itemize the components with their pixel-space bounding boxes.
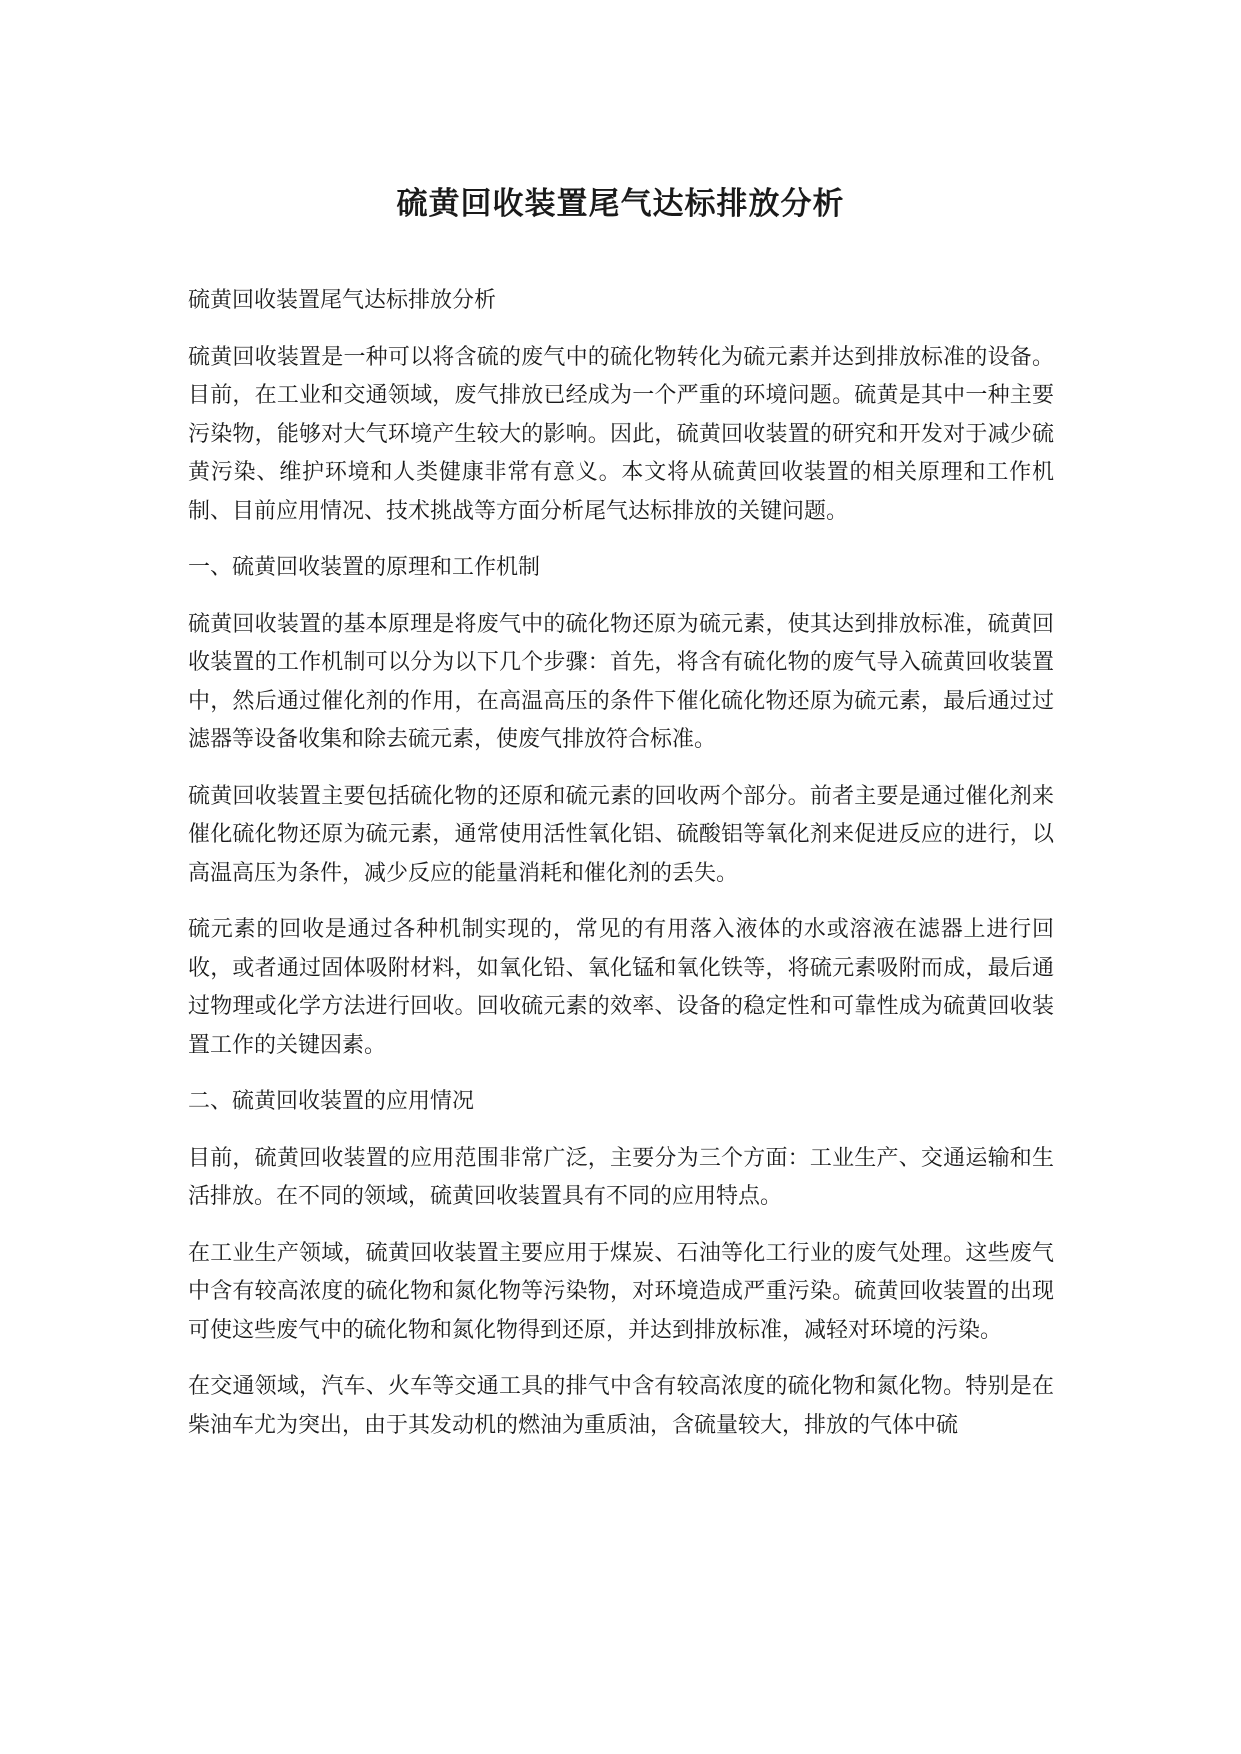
document-body (188, 282, 1054, 1463)
section-heading-application: 二、硫黄回收装置的应用情况 (188, 1089, 475, 1114)
paragraph-transport: 在交通领域，汽车、火车等交通工具的排气中含有较高浓度的硫化物和氮化物。特别是在柴油车尤为突出，由于其发动机的燃油为重质油，含硫量较大，排放的气体中硫 (188, 1374, 1054, 1438)
paragraph-intro: 硫黄回收装置是一种可以将含硫的废气中的硫化物转化为硫元素并达到排放标准的设备。目前，在工业和交通领域，废气排放已经成为一个严重的环境问题。硫黄是其中一种主要污染物，能够对大气环境产生较大的影响。因此，硫黄回收装置的研究和开发对于减少硫黄污染、维护环境和人类健康非常有意义。本文将从硫黄回收装置的相关原理和工作机制、目前应用情况、技术挑战等方面分析尾气达标排放的关键问题。 (188, 344, 1054, 524)
paragraph-recovery: 硫元素的回收是通过各种机制实现的，常见的有用落入液体的水或溶液在滤器上进行回收，或者通过固体吸附材料，如氧化铅、氧化锰和氧化铁等，将硫元素吸附而成，最后通过物理或化学方法进行回收。回收硫元素的效率、设备的稳定性和可靠性成为硫黄回收装置工作的关键因素。 (188, 917, 1054, 1058)
document-title: 硫黄回收装置尾气达标排放分析 (396, 186, 845, 222)
section-heading-principle: 一、硫黄回收装置的原理和工作机制 (188, 555, 541, 580)
paragraph-components: 硫黄回收装置主要包括硫化物的还原和硫元素的回收两个部分。前者主要是通过催化剂来催化硫化物还原为硫元素，通常使用活性氧化铝、硫酸铝等氧化剂来促进反应的进行，以高温高压为条件，减少反应的能量消耗和催化剂的丢失。 (188, 783, 1054, 886)
paragraph-principle: 硫黄回收装置的基本原理是将废气中的硫化物还原为硫元素，使其达到排放标准，硫黄回收装置的工作机制可以分为以下几个步骤：首先，将含有硫化物的废气导入硫黄回收装置中，然后通过催化剂的作用，在高温高压的条件下催化硫化物还原为硫元素，最后通过过滤器等设备收集和除去硫元素，使废气排放符合标准。 (188, 611, 1054, 752)
paragraph-application: 目前，硫黄回收装置的应用范围非常广泛，主要分为三个方面：工业生产、交通运输和生活排放。在不同的领域，硫黄回收装置具有不同的应用特点。 (188, 1145, 1054, 1209)
document-subtitle: 硫黄回收装置尾气达标排放分析 (188, 288, 497, 313)
paragraph-industrial: 在工业生产领域，硫黄回收装置主要应用于煤炭、石油等化工行业的废气处理。这些废气中含有较高浓度的硫化物和氮化物等污染物，对环境造成严重污染。硫黄回收装置的出现可使这些废气中的硫化物和氮化物得到还原，并达到排放标准，减轻对环境的污染。 (188, 1240, 1054, 1343)
